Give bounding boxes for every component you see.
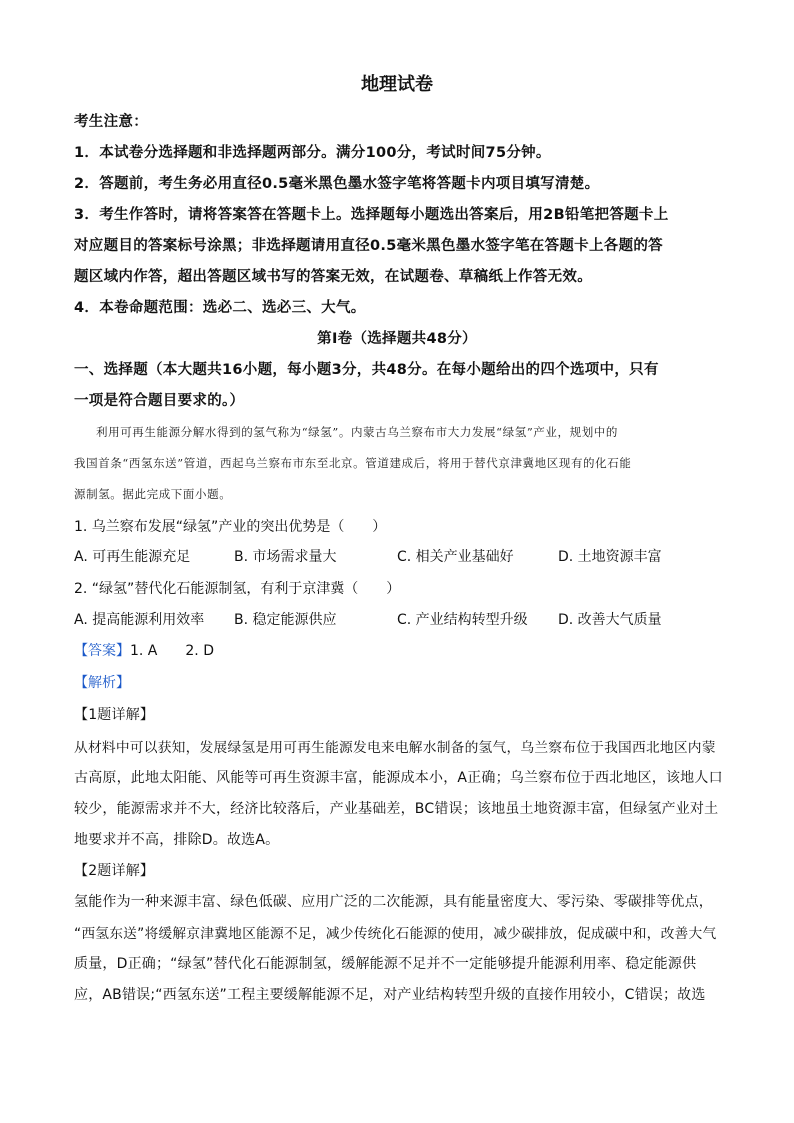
question-2-detail-label: 【2题详解】	[74, 863, 155, 879]
notice-item-3-line-2: 对应题目的答案标号涂黑；非选择题请用直径0.5毫米黑色墨水签字笔在答题卡上各题的答	[74, 238, 663, 254]
question-2-option-c: C. 产业结构转型升级	[397, 612, 528, 628]
notice-item-2: 2．答题前，考生务必用直径0.5毫米黑色墨水签字笔将答题卡内项目填写清楚。	[74, 176, 600, 192]
question-2-option-b: B. 稳定能源供应	[234, 612, 337, 628]
question-1-detail-label: 【1题详解】	[74, 707, 155, 723]
material-line-3: 源制氢。据此完成下面小题。	[74, 487, 232, 501]
detail-2-line-3: 质量，D正确；“绿氢”替代化石能源制氢，缓解能源不足并不一定能够提升能源利用率、稳定能源供	[74, 956, 697, 972]
detail-2-line-4: 应，AB错误;“西氢东送”工程主要缓解能源不足，对产业结构转型升级的直接作用较小，C错误；故选	[74, 987, 706, 1003]
question-2-stem: 2. “绿氢”替代化石能源制氢，有利于京津冀（ ）	[74, 581, 401, 597]
question-1-option-a: A. 可再生能源充足	[74, 549, 191, 565]
detail-2-line-2: “西氢东送”将缓解京津冀地区能源不足，减少传统化石能源的使用，减少碳排放，促成碳中和，改善大气	[74, 926, 717, 942]
question-1-option-c: C. 相关产业基础好	[397, 549, 514, 565]
notice-item-1: 1．本试卷分选择题和非选择题两部分。满分100分，考试时间75分钟。	[74, 145, 551, 161]
detail-2-line-1: 氢能作为一种来源丰富、绿色低碳、应用广泛的二次能源，具有能量密度大、零污染、零碳排等优点，	[74, 894, 713, 910]
answer-line	[74, 640, 214, 660]
question-2-option-d: D. 改善大气质量	[558, 612, 662, 628]
notice-item-3-line-3: 题区域内作答，超出答题区域书写的答案无效，在试题卷、草稿纸上作答无效。	[74, 269, 592, 285]
answer-label: 【答案】	[74, 643, 130, 659]
analysis-label	[74, 672, 130, 692]
detail-1-line-2: 古高原，此地太阳能、风能等可再生资源丰富，能源成本小，A正确；乌兰察布位于西北地区，该地人口	[74, 770, 723, 786]
analysis-label-text: 【解析】	[74, 675, 130, 691]
notice-item-3-line-1: 3．考生作答时，请将答案答在答题卡上。选择题每小题选出答案后，用2B铅笔把答题卡上	[74, 207, 669, 223]
detail-1-line-4: 地要求并不高，排除D。故选A。	[74, 832, 280, 848]
section-heading-line-2: 一项是符合题目要求的。）	[74, 393, 245, 409]
answer-text: 1. A 2. D	[130, 643, 214, 659]
material-line-1: 利用可再生能源分解水得到的氢气称为“绿氢”。内蒙古乌兰察布市大力发展“绿氢”产业，规划中的	[96, 425, 619, 439]
question-2-option-a: A. 提高能源利用效率	[74, 612, 205, 628]
part-heading: 第Ⅰ卷（选择题共48分）	[317, 331, 477, 347]
detail-1-line-3: 较少，能源需求并不大，经济比较落后，产业基础差，BC错误；该地虽土地资源丰富，但绿氢产业对土	[74, 801, 719, 817]
section-heading-line-1: 一、选择题（本大题共16小题，每小题3分，共48分。在每小题给出的四个选项中，只有	[74, 362, 659, 378]
material-line-2: 我国首条“西氢东送”管道，西起乌兰察布市东至北京。管道建成后，将用于替代京津冀地区现有的化石能	[74, 456, 632, 470]
question-1-stem: 1. 乌兰察布发展“绿氢”产业的突出优势是（ ）	[74, 519, 387, 535]
notice-heading: 考生注意：	[74, 114, 148, 130]
page-title: 地理试卷	[361, 74, 433, 95]
detail-1-line-1: 从材料中可以获知，发展绿氢是用可再生能源发电来电解水制备的氢气，乌兰察布位于我国西北地区内蒙	[74, 740, 716, 756]
question-1-option-d: D. 土地资源丰富	[558, 549, 662, 565]
notice-item-4: 4．本卷命题范围：选必二、选必三、大气。	[74, 300, 366, 316]
question-1-option-b: B. 市场需求量大	[234, 549, 337, 565]
